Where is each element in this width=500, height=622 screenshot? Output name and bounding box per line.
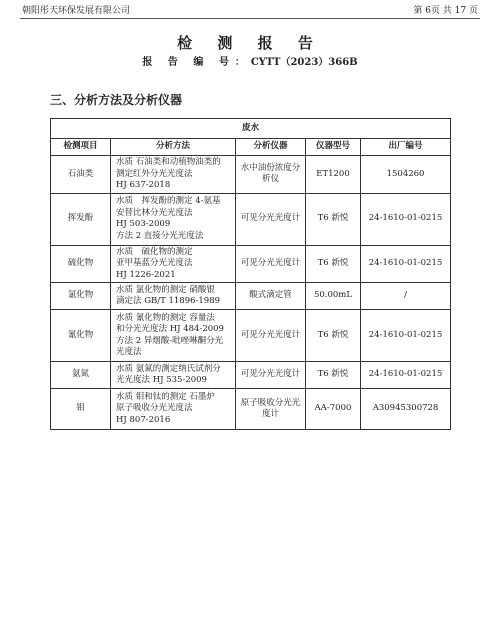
- table-row: [51, 283, 451, 310]
- cell-serial: /: [361, 283, 451, 310]
- section-heading: 三、分析方法及分析仪器: [50, 93, 183, 107]
- cell-item: 氯化物: [51, 283, 111, 310]
- method-line: HJ 503-2009: [116, 219, 171, 229]
- table-row: [51, 193, 451, 245]
- method-line: 滴定法 GB/T 11896-1989: [116, 296, 221, 306]
- cell-item: 氨氮: [51, 362, 111, 389]
- method-line: HJ 807-2016: [116, 414, 171, 425]
- method-line: 安替比林分光光度法: [116, 207, 193, 218]
- method-line: 光光度法 HJ 535-2009: [116, 375, 207, 385]
- cell-method: [111, 245, 236, 283]
- cell-serial: 24-1610-01-0215: [361, 193, 451, 245]
- method-line: 水质 石油类和动植物油类的: [116, 157, 221, 167]
- cell-item: 石油类: [51, 156, 111, 194]
- page-header: [20, 4, 480, 19]
- column-header: 出厂编号: [361, 139, 451, 156]
- cell-item: 氰化物: [51, 310, 111, 362]
- column-header: 检测项目: [51, 139, 111, 156]
- table-row: [51, 362, 451, 389]
- table-row: [51, 245, 451, 283]
- table-header-row: [51, 139, 451, 156]
- column-header: 分析方法: [111, 139, 236, 156]
- cell-model: AA-7000: [306, 389, 361, 430]
- method-line: 水质 氨氮的测定纳氏试剂分: [116, 363, 221, 374]
- company-name: 朝阳彤天环保发展有限公司: [22, 6, 131, 16]
- method-line: 方法 2 异烟酸-吡唑啉酮分光: [116, 335, 224, 346]
- table-group-row: [51, 119, 451, 139]
- cell-model: T6 新悦: [306, 193, 361, 245]
- cell-model: 50.00mL: [306, 283, 361, 310]
- method-line: 和分光光度法 HJ 484-2009: [116, 324, 224, 334]
- method-line: 水质 氰化物的测定 容量法: [116, 312, 215, 323]
- method-line: 水质 硫化物的测定: [116, 246, 193, 257]
- cell-instrument: 原子吸收分光光度计: [236, 389, 306, 430]
- method-line: HJ 637-2018: [116, 180, 171, 190]
- report-title: 检 测 报 告: [177, 34, 323, 52]
- cell-instrument: 可见分光光度计: [236, 310, 306, 362]
- cell-item: 钼: [51, 389, 111, 430]
- cell-model: T6 新悦: [306, 362, 361, 389]
- method-line: 测定红外分光光度法: [116, 168, 193, 179]
- cell-item: 挥发酚: [51, 193, 111, 245]
- table-row: [51, 156, 451, 194]
- method-line: 水质 钼和钛的测定 石墨炉: [116, 391, 215, 402]
- table-row: [51, 389, 451, 430]
- cell-method: [111, 389, 236, 430]
- group-label: 废水: [51, 119, 451, 139]
- cell-instrument: 可见分光光度计: [236, 193, 306, 245]
- cell-instrument: 酸式滴定管: [236, 283, 306, 310]
- cell-serial: 1504260: [361, 156, 451, 194]
- method-line: 原子吸收分光光度法: [116, 403, 193, 414]
- cell-instrument: 可见分光光度计: [236, 245, 306, 283]
- report-number-value: CYTT（2023）366B: [250, 57, 358, 68]
- method-line: 光度法: [116, 347, 142, 357]
- cell-model: T6 新悦: [306, 310, 361, 362]
- method-line: 水质 氯化物的测定 硝酸银: [116, 284, 215, 295]
- method-line: 水质 挥发酚的测定 4-氨基: [116, 196, 221, 206]
- cell-instrument: 水中油份浓度分析仪: [236, 156, 306, 194]
- column-header: 仪器型号: [306, 139, 361, 156]
- report-number-label: 报 告 编 号：: [142, 57, 251, 68]
- cell-instrument: 可见分光光度计: [236, 362, 306, 389]
- cell-serial: 24-1610-01-0215: [361, 362, 451, 389]
- method-line: 亚甲基蓝分光光度法: [116, 258, 193, 268]
- table-row: [51, 310, 451, 362]
- cell-method: [111, 283, 236, 310]
- report-number: [0, 56, 500, 70]
- page-number: 第 6页 共 17 页: [413, 6, 478, 16]
- cell-method: [111, 310, 236, 362]
- cell-method: [111, 362, 236, 389]
- cell-model: ET1200: [306, 156, 361, 194]
- cell-method: [111, 193, 236, 245]
- cell-serial: 24-1610-01-0215: [361, 310, 451, 362]
- cell-item: 硫化物: [51, 245, 111, 283]
- cell-serial: A30945300728: [361, 389, 451, 430]
- analysis-methods-table: [50, 118, 451, 430]
- cell-model: T6 新悦: [306, 245, 361, 283]
- column-header: 分析仪器: [236, 139, 306, 156]
- cell-method: [111, 156, 236, 194]
- method-line: 方法 2 直接分光光度法: [116, 230, 204, 241]
- cell-serial: 24-1610-01-0215: [361, 245, 451, 283]
- method-line: HJ 1226-2021: [116, 269, 176, 280]
